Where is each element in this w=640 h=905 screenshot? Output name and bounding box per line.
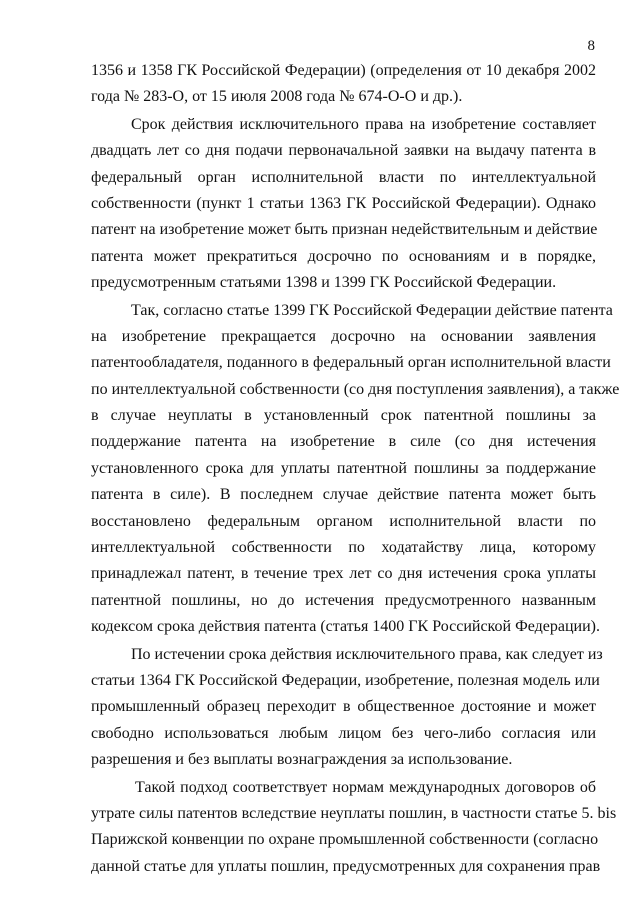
text-line: на изобретение прекращается досрочно на основании заявления <box>91 327 596 345</box>
text-line: патентной пошлины, но до истечения предусмотренного названным <box>91 591 596 609</box>
text-line: патентообладателя, поданного в федеральный орган исполнительной власти <box>91 354 611 372</box>
text-line: статьи 1364 ГК Российской Федерации, изобретение, полезная модель или <box>91 671 600 689</box>
text-line: в случае неуплаты в установленный срок патентной пошлины за <box>91 407 596 425</box>
text-line: кодексом срока действия патента (статья 1400 ГК Российской Федерации). <box>91 618 600 636</box>
text-line: Такой подход соответствует нормам международных договоров об <box>135 778 596 796</box>
text-line: федеральный орган исполнительной власти по интеллектуальной <box>91 168 596 186</box>
text-line: предусмотренным статьями 1398 и 1399 ГК Российской Федерации. <box>91 274 557 292</box>
paragraph <box>91 298 620 641</box>
text-line: патента может прекратиться досрочно по основаниям и в порядке, <box>91 247 596 265</box>
text-line: патент на изобретение может быть признан недействительным и действие <box>91 221 598 239</box>
text-line: Так, согласно статье 1399 ГК Российской Федерации действие патента <box>131 301 613 319</box>
text-line: патента в силе). В последнем случае действие патента может быть <box>91 486 596 504</box>
text-line: по интеллектуальной собственности (со дня поступления заявления), а также <box>91 380 620 398</box>
paragraph <box>91 642 603 774</box>
page-number: 8 <box>587 38 595 54</box>
text-line: интеллектуальной собственности по ходатайству лица, которому <box>91 539 596 557</box>
text-line: промышленный образец переходит в общественное достояние и может <box>91 698 596 716</box>
document-body <box>91 58 620 880</box>
text-line: поддержание патента на изобретение в силе (со дня истечения <box>91 433 596 451</box>
text-line: года № 283-О, от 15 июля 2008 года № 674-О-О и др.). <box>91 88 463 106</box>
text-line: двадцать лет со дня подачи первоначальной заявки на выдачу патента в <box>91 142 596 160</box>
paragraph <box>91 58 596 111</box>
text-line: разрешения и без выплаты вознаграждения за использование. <box>91 751 513 769</box>
text-line: собственности (пункт 1 статьи 1363 ГК Российской Федерации). Однако <box>91 194 596 212</box>
text-line: установленного срока для уплаты патентной пошлины за поддержание <box>91 459 596 477</box>
text-line: свободно использоваться любым лицом без чего-либо согласия или <box>91 724 596 742</box>
text-line: утрате силы патентов вследствие неуплаты пошлин, в частности статье 5. bis <box>91 804 617 822</box>
paragraph <box>91 775 617 881</box>
text-line: Парижской конвенции по охране промышленной собственности (согласно <box>91 831 599 849</box>
text-line: данной статье для уплаты пошлин, предусмотренных для сохранения прав <box>91 857 601 875</box>
text-line: принадлежал патент, в течение трех лет со дня истечения срока уплаты <box>91 565 596 583</box>
text-line: По истечении срока действия исключительного права, как следует из <box>131 645 603 663</box>
text-line: Срок действия исключительного права на изобретение составляет <box>131 115 596 133</box>
text-line: восстановлено федеральным органом исполнительной власти по <box>91 512 596 530</box>
paragraph <box>91 112 596 297</box>
text-line: 1356 и 1358 ГК Российской Федерации) (определения от 10 декабря 2002 <box>91 62 596 79</box>
